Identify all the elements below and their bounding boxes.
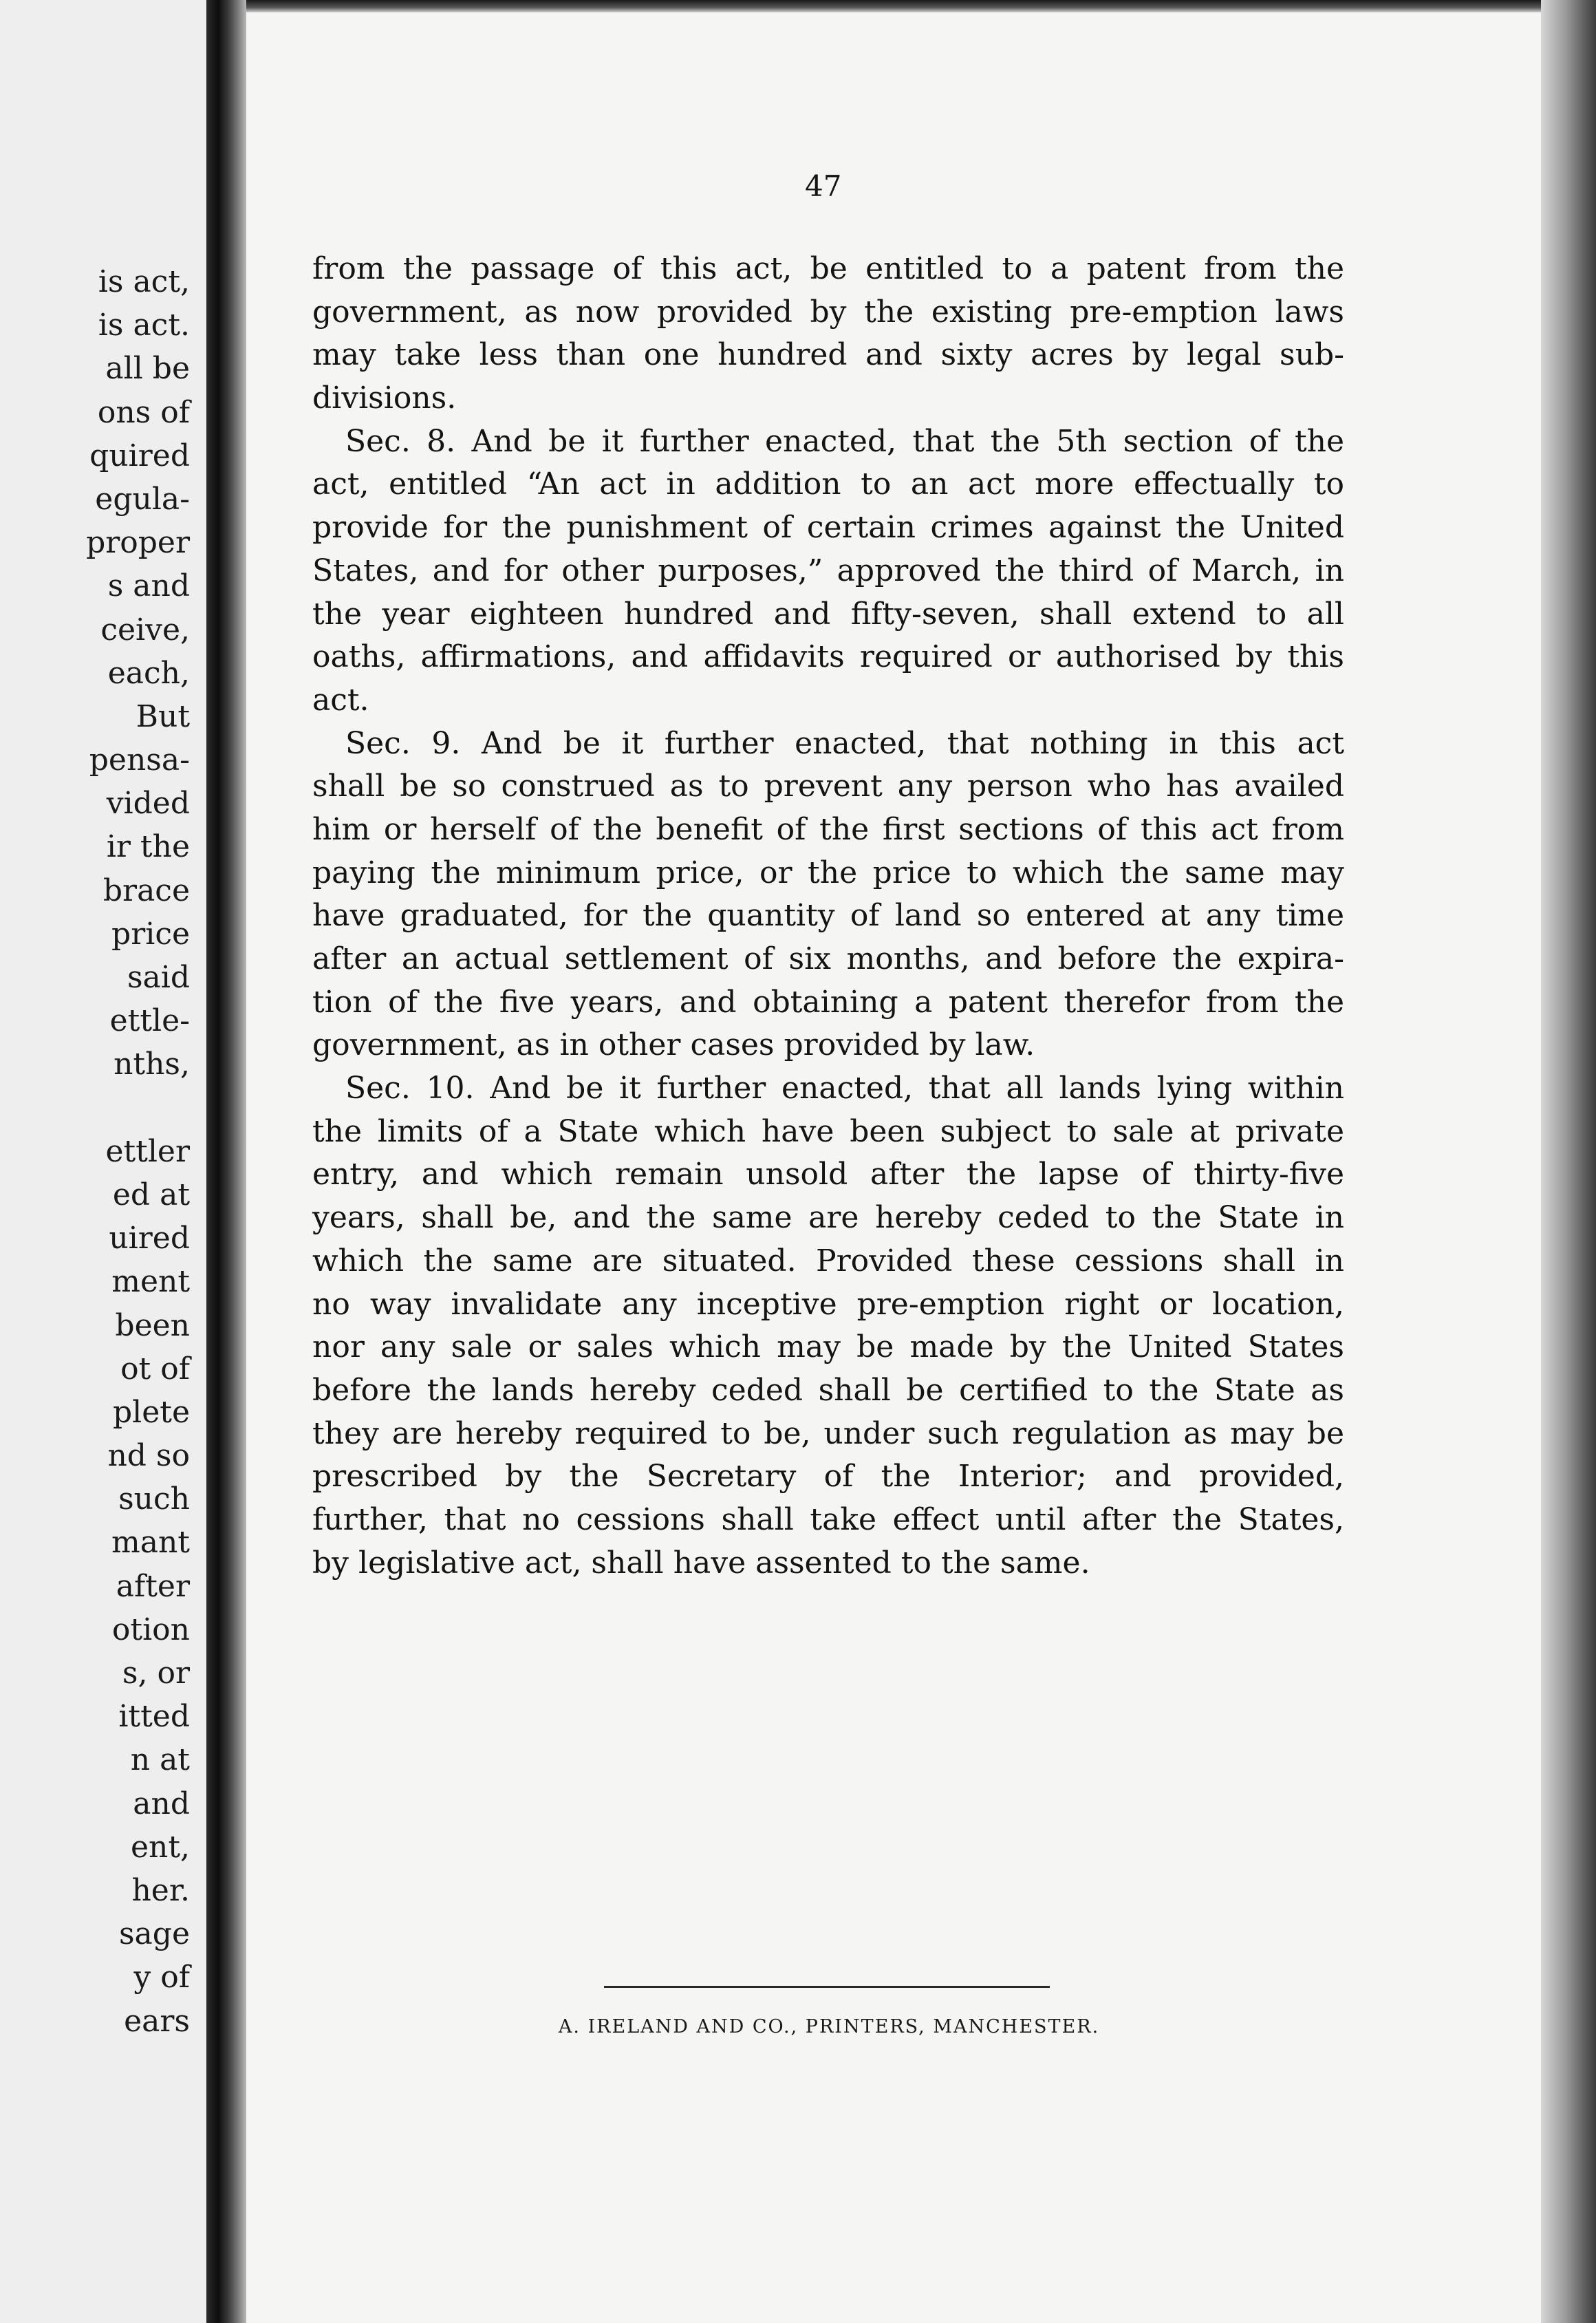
- page-number: 47: [805, 169, 842, 203]
- left-page-fragment: ed at: [112, 1177, 190, 1212]
- text-line: entry, and which remain unsold after the lapse of thirty-five: [312, 1157, 1344, 1192]
- left-page-fragment: ent,: [130, 1829, 190, 1865]
- text-line: which the same are situated. Provided these cessions shall in: [312, 1243, 1344, 1278]
- left-page-fragment: egula-: [95, 481, 190, 517]
- left-page-fragment: ears: [124, 2003, 190, 2039]
- right-page-edge-shadow: [1541, 0, 1596, 2323]
- left-page-text-fragments: [86, 260, 190, 2043]
- text-line: may take less than one hundred and sixty acres by legal sub-: [312, 337, 1344, 373]
- text-line: further, that no cessions shall take effect until after the States,: [312, 1501, 1344, 1537]
- left-page-fragment: each,: [107, 655, 190, 691]
- left-page-fragment: ir the: [106, 829, 190, 865]
- footer-rule: [604, 1986, 1050, 1988]
- top-page-shadow: [206, 0, 1596, 12]
- left-page-fragment: otion: [111, 1612, 190, 1647]
- text-line: oaths, affirmations, and affidavits required or authorised by this: [312, 639, 1344, 675]
- text-line: States, and for other purposes,” approved the third of March, in: [312, 553, 1344, 588]
- text-line: shall be so construed as to prevent any person who has availed: [312, 769, 1344, 804]
- left-page-fragment: is act,: [98, 264, 190, 299]
- left-page-fragment: proper: [86, 525, 190, 561]
- text-line: provide for the punishment of certain crimes against the United: [312, 510, 1344, 546]
- book-spine: [206, 0, 246, 2323]
- text-line: from the passage of this act, be entitled to a patent from the: [312, 251, 1344, 286]
- left-page-fragment: ettle-: [109, 1003, 190, 1039]
- left-page-fragment: s and: [107, 568, 190, 604]
- text-line: government, as now provided by the existing pre-emption laws: [312, 294, 1344, 330]
- left-page-fragment: plete: [113, 1394, 190, 1430]
- left-page-fragment: after: [116, 1568, 190, 1604]
- text-line: divisions.: [312, 381, 457, 416]
- left-page-fragment: her.: [131, 1872, 190, 1908]
- text-line: him or herself of the benefit of the first sections of this act from: [312, 811, 1344, 847]
- text-line: act, entitled “An act in addition to an act more effectually to: [312, 467, 1344, 502]
- text-line: Sec. 9. And be it further enacted, that nothing in this act: [345, 725, 1344, 761]
- text-line: no way invalidate any inceptive pre-emption right or location,: [312, 1286, 1344, 1322]
- left-page-fragment: ceive,: [100, 612, 190, 647]
- left-page-fragment: brace: [103, 873, 190, 908]
- left-page-edge: [0, 0, 206, 2323]
- left-page-fragment: y of: [133, 1960, 190, 1995]
- left-page-fragment: s, or: [122, 1656, 190, 1691]
- left-page-fragment: is act.: [98, 308, 190, 343]
- text-line: by legislative act, shall have assented to the same.: [312, 1545, 1090, 1581]
- text-line: have graduated, for the quantity of land so entered at any time: [312, 898, 1344, 934]
- left-page-fragment: price: [111, 916, 190, 952]
- left-page-fragment: nths,: [114, 1047, 190, 1082]
- left-page-fragment: all be: [105, 351, 190, 387]
- left-page-fragment: ons of: [97, 394, 190, 430]
- left-page-fragment: ment: [111, 1264, 190, 1300]
- text-line: act.: [312, 682, 369, 718]
- left-page-fragment: But: [136, 698, 190, 734]
- text-line: they are hereby required to be, under such regulation as may be: [312, 1415, 1344, 1451]
- text-line: tion of the five years, and obtaining a patent therefor from the: [312, 984, 1344, 1020]
- left-page-fragment: been: [115, 1307, 190, 1343]
- left-page-fragment: ot of: [120, 1351, 190, 1387]
- left-page-fragment: [86, 1086, 190, 1130]
- left-page-fragment: sage: [118, 1916, 190, 1952]
- left-page-fragment: uired: [109, 1221, 190, 1256]
- page-body-text: [312, 248, 1344, 1585]
- left-page-fragment: itted: [118, 1699, 190, 1735]
- text-line: before the lands hereby ceded shall be certified to the State as: [312, 1372, 1344, 1408]
- printer-imprint: A. IRELAND AND CO., PRINTERS, MANCHESTER.: [558, 2016, 1100, 2037]
- text-line: Sec. 10. And be it further enacted, that all lands lying within: [345, 1071, 1344, 1106]
- text-line: the year eighteen hundred and fifty-seven, shall extend to all: [312, 596, 1344, 632]
- text-line: Sec. 8. And be it further enacted, that the 5th section of the: [345, 423, 1344, 459]
- left-page-fragment: vided: [106, 786, 190, 822]
- left-page-fragment: ettler: [105, 1133, 190, 1169]
- text-line: government, as in other cases provided by law.: [312, 1027, 1035, 1063]
- left-page-fragment: nd so: [107, 1438, 190, 1474]
- text-line: paying the minimum price, or the price to which the same may: [312, 855, 1344, 890]
- text-line: after an actual settlement of six months, and before the expira-: [312, 941, 1344, 976]
- left-page-fragment: said: [127, 960, 190, 995]
- text-line: prescribed by the Secretary of the Interior; and provided,: [312, 1459, 1344, 1495]
- left-page-fragment: quired: [89, 438, 190, 473]
- left-page-fragment: such: [118, 1481, 190, 1517]
- left-page-fragment: mant: [111, 1525, 190, 1561]
- left-page-fragment: and: [133, 1786, 190, 1821]
- text-line: years, shall be, and the same are hereby ceded to the State in: [312, 1200, 1344, 1236]
- left-page-fragment: pensa-: [89, 742, 190, 778]
- text-line: nor any sale or sales which may be made by the United States: [312, 1329, 1344, 1365]
- left-page-fragment: n at: [130, 1742, 190, 1778]
- text-line: the limits of a State which have been subject to sale at private: [312, 1113, 1344, 1149]
